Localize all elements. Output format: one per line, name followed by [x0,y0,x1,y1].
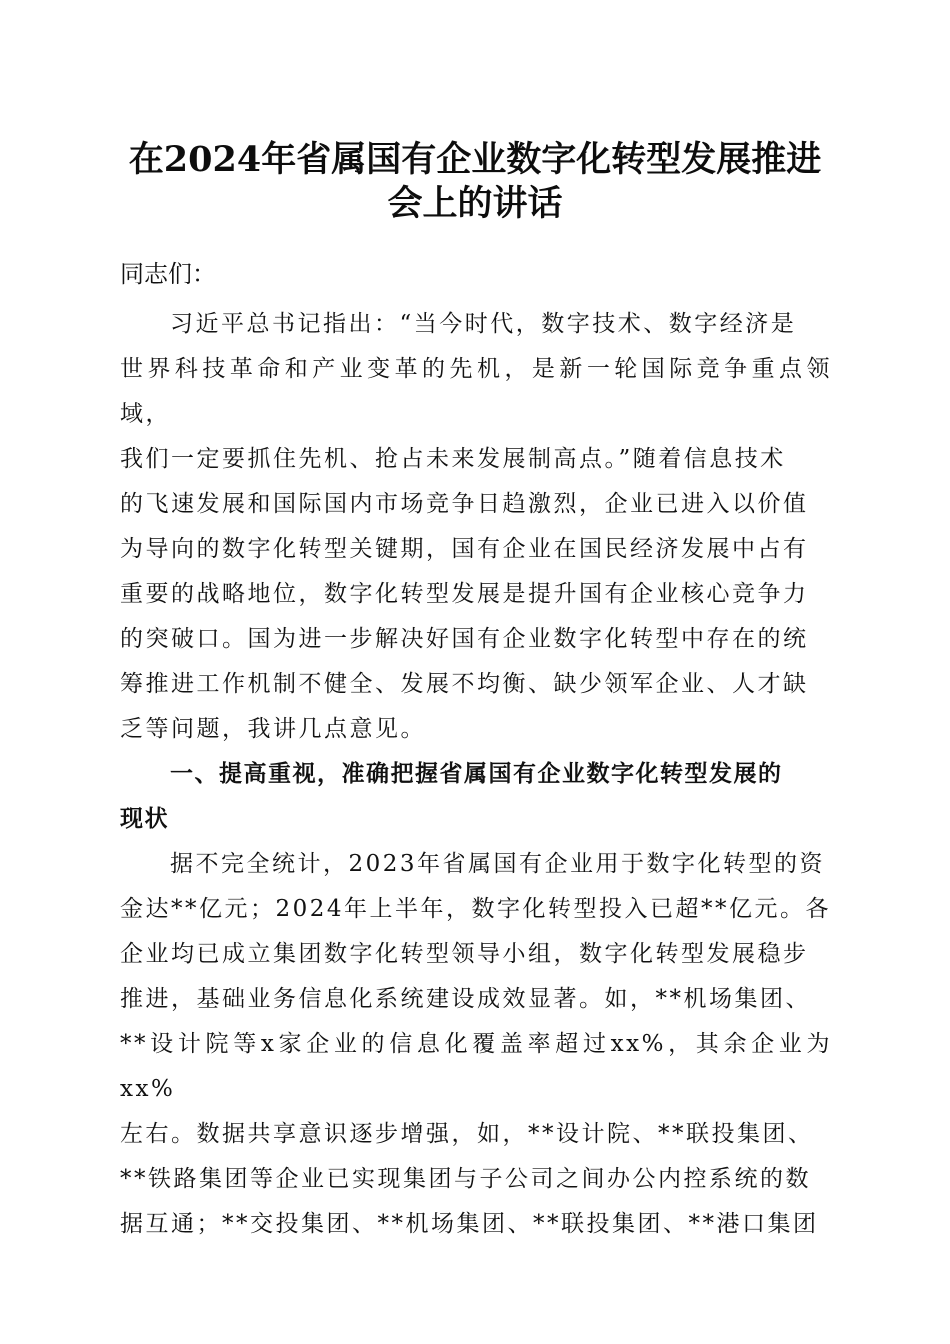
paragraph-line: 我们一定要抓住先机、抢占未来发展制高点。”随着信息技术 [120,446,786,472]
paragraph-line: 据不完全统计，2023年省属国有企业用于数字化转型的资 [170,851,826,877]
paragraph-line: 企业均已成立集团数字化转型领导小组，数字化转型发展稳步 [120,941,809,967]
paragraph-2 [120,842,832,1247]
title-line-2: 会上的讲话 [387,183,563,224]
paragraph-line: **铁路集团等企业已实现集团与子公司之间办公内控系统的数 [120,1166,811,1192]
paragraph-line: 金达**亿元；2024年上半年，数字化转型投入已超**亿元。各 [120,896,832,922]
title-line-1: 在2024年省属国有企业数字化转型发展推进 [128,139,822,180]
paragraph-line: 据互通；**交投集团、**机场集团、**联投集团、**港口集团 [120,1211,819,1237]
heading-line: 现状 [120,806,169,832]
paragraph-line: 乏等问题，我讲几点意见。 [120,716,426,742]
heading-line: 一、提高重视，准确把握省属国有企业数字化转型发展的 [170,761,783,787]
paragraph-line: 筹推进工作机制不健全、发展不均衡、缺少领军企业、人才缺 [120,671,809,697]
paragraph-line: 的突破口。国为进一步解决好国有企业数字化转型中存在的统 [120,626,809,652]
paragraph-line: 为导向的数字化转型关键期，国有企业在国民经济发展中占有 [120,536,809,562]
paragraph-1 [120,302,832,752]
paragraph-line: 习近平总书记指出：“当今时代，数字技术、数字经济是 [170,311,797,337]
paragraph-line: **设计院等x家企业的信息化覆盖率超过xx%，其余企业为xx% [120,1031,832,1102]
paragraph-line: 的飞速发展和国际国内市场竞争日趋激烈，企业已进入以价值 [120,491,809,517]
section-heading-1 [120,752,832,842]
paragraph-line: 推进，基础业务信息化系统建设成效显著。如，**机场集团、 [120,986,811,1012]
salutation: 同志们： [120,260,216,288]
paragraph-line: 世界科技革命和产业变革的先机，是新一轮国际竞争重点领域， [120,356,832,427]
document-title [0,138,950,226]
paragraph-line: 重要的战略地位，数字化转型发展是提升国有企业核心竞争力 [120,581,809,607]
document-body [120,256,832,1247]
paragraph-line: 左右。数据共享意识逐步增强，如，**设计院、**联投集团、 [120,1121,814,1147]
